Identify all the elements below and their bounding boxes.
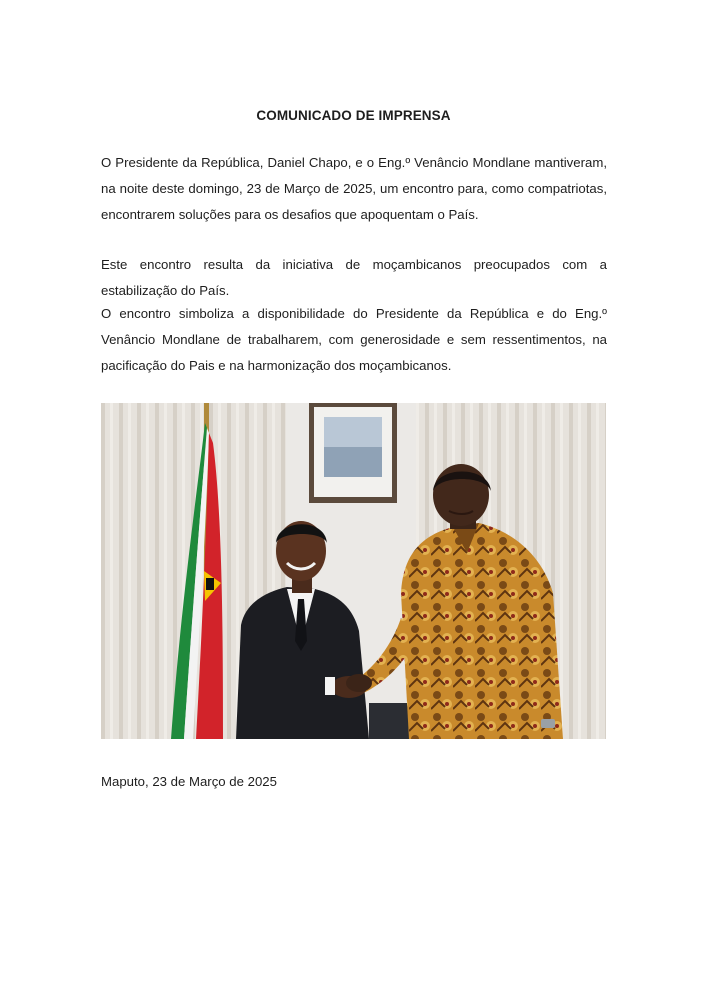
paragraph-initiative: Este encontro resulta da iniciativa de moçambicanos preocupados com a estabilização do País. — [101, 257, 607, 298]
framed-picture — [309, 403, 397, 503]
paragraph-symbolism: O encontro simboliza a disponibilidade do Presidente da República e do Eng.º Venâncio Mondlane de trabalharem, com generosidade e sem ressentimentos, na pacificação do Pais e na harmonização dos moçambicanos. — [101, 306, 607, 373]
paragraph-meeting-announcement: O Presidente da República, Daniel Chapo, e o Eng.º Venâncio Mondlane mantiveram, na noite deste domingo, 23 de Março de 2025, um encontro para, como compatriotas, encontrarem soluções para os desafios que apoquentam o País. — [101, 155, 607, 222]
wristwatch — [541, 719, 555, 728]
place-date: Maputo, 23 de Março de 2025 — [101, 774, 277, 789]
meeting-photo — [101, 403, 606, 739]
document-title: COMUNICADO DE IMPRENSA — [256, 108, 451, 123]
